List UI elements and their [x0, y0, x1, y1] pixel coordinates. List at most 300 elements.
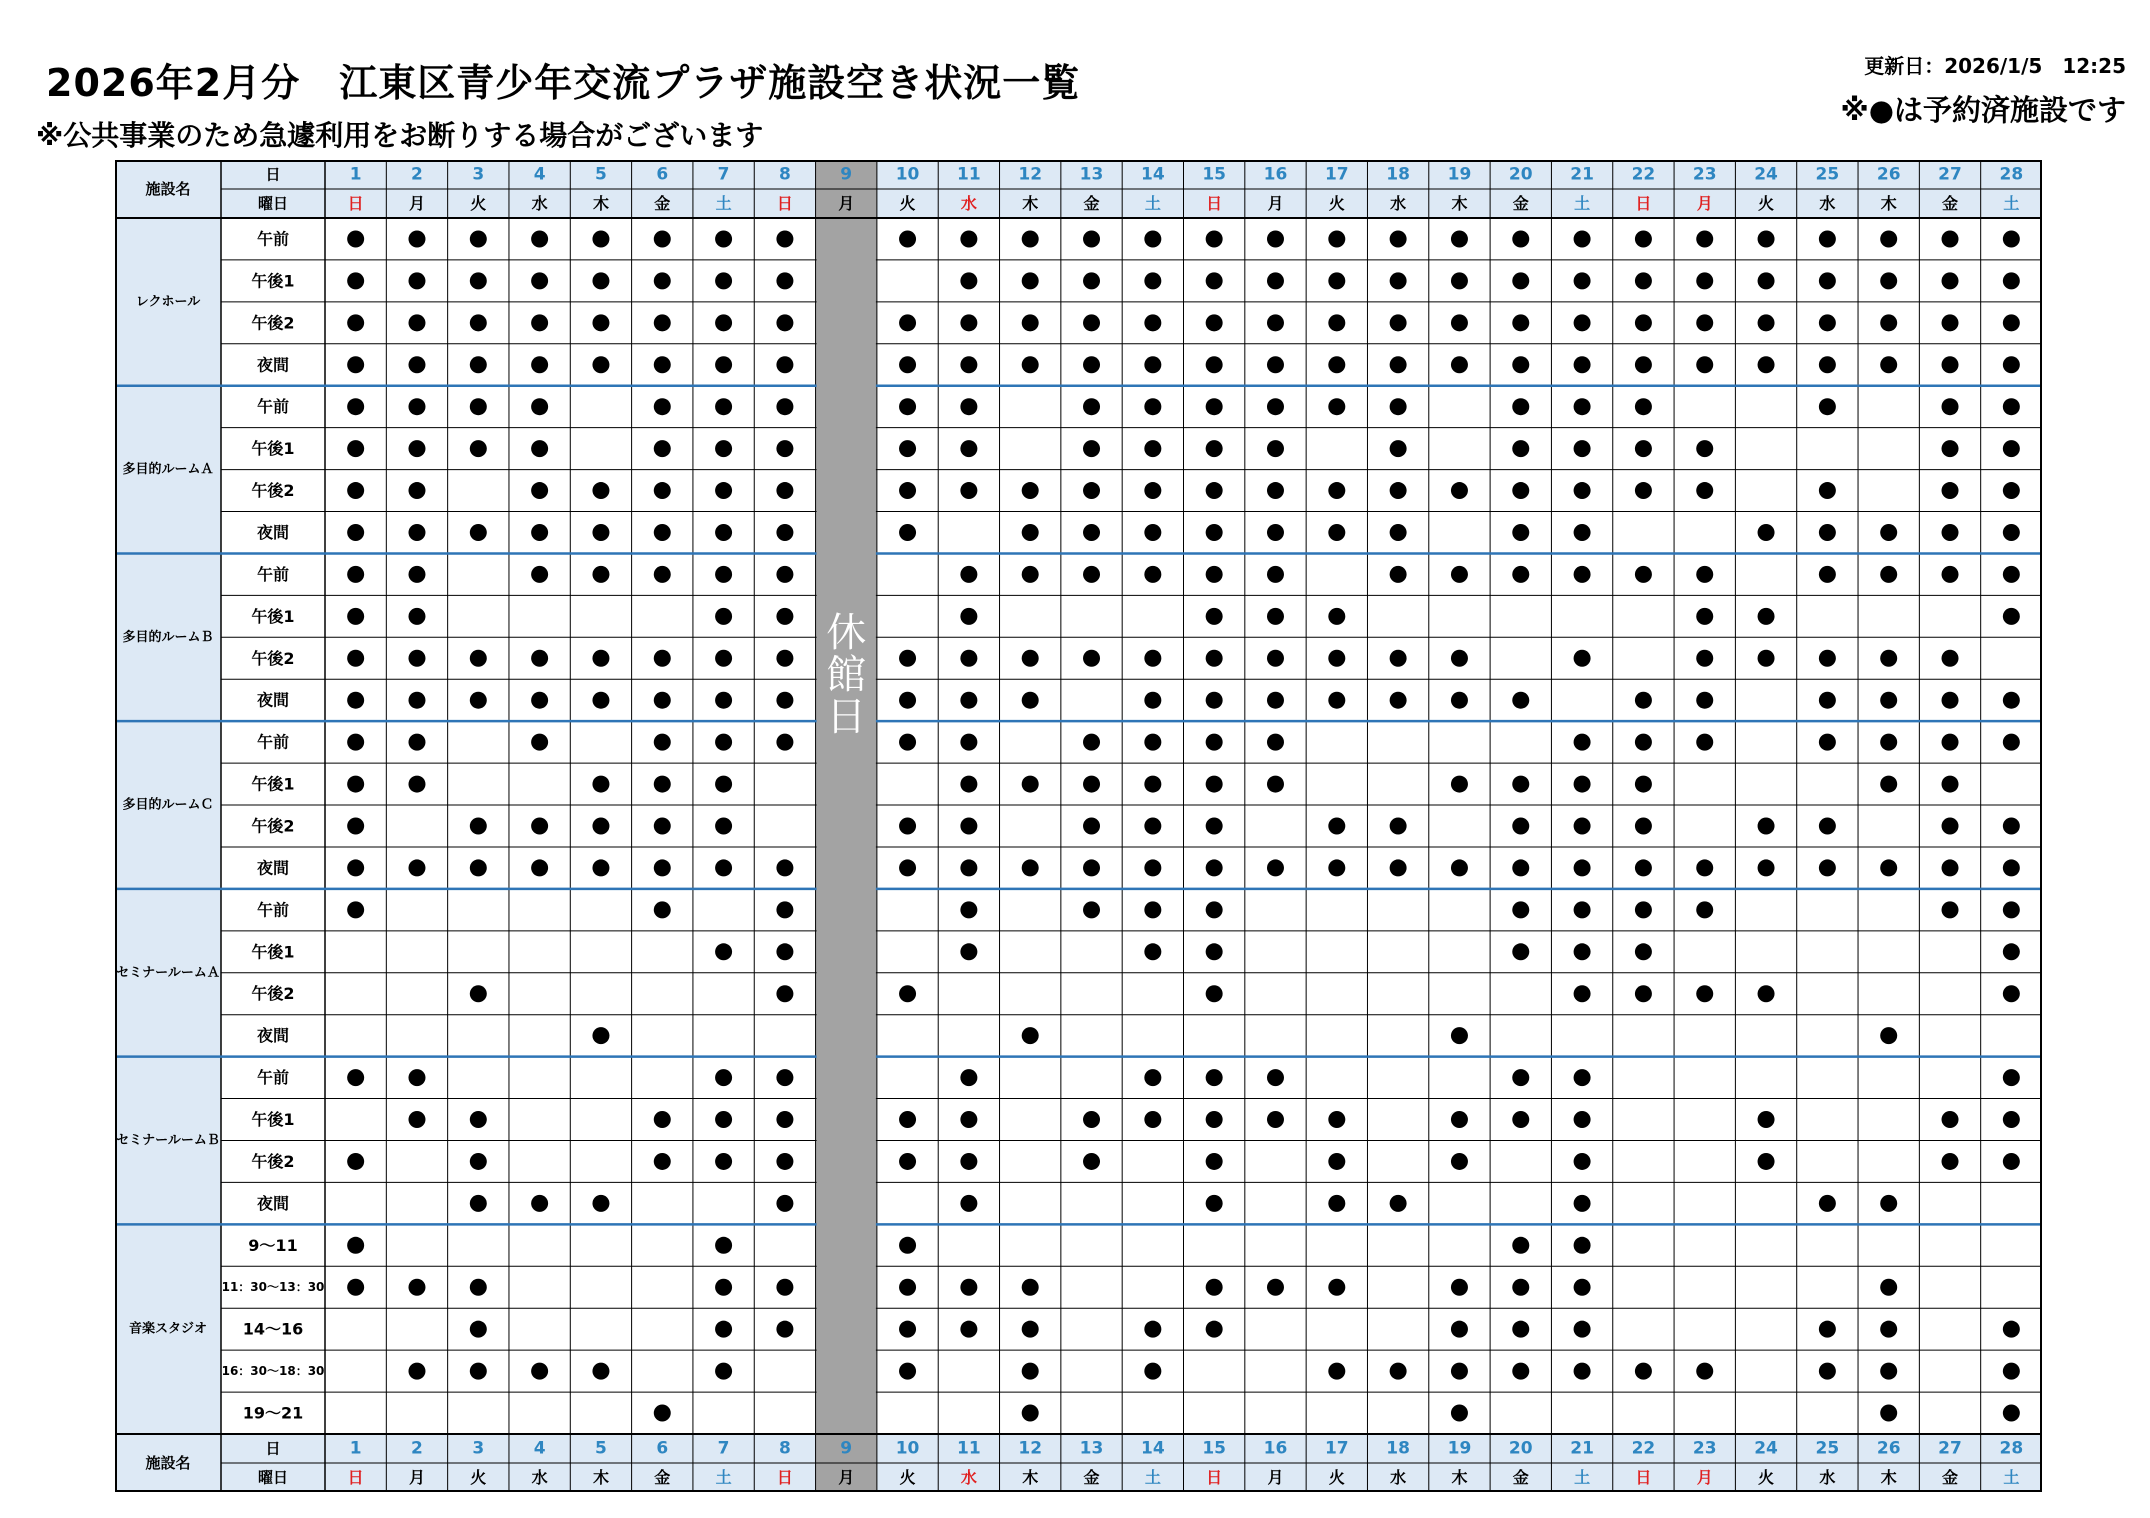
- booked-mark: [1328, 1279, 1345, 1296]
- booked-mark: [408, 482, 425, 499]
- booked-mark: [1880, 776, 1897, 793]
- booked-mark: [408, 650, 425, 667]
- booked-mark: [408, 230, 425, 247]
- booked-mark: [1206, 1111, 1223, 1128]
- top-weekday-24: 火: [1758, 194, 1775, 213]
- facility-name: 多目的ルームＡ: [122, 462, 214, 478]
- booked-mark: [470, 1195, 487, 1212]
- booked-mark: [1206, 398, 1223, 415]
- booked-mark: [1512, 1237, 1529, 1254]
- booked-mark: [408, 692, 425, 709]
- booked-mark: [1390, 440, 1407, 457]
- booked-mark: [899, 650, 916, 667]
- booked-mark: [1328, 314, 1345, 331]
- booked-mark: [654, 1405, 671, 1422]
- booked-mark: [960, 692, 977, 709]
- booked-mark: [1328, 1363, 1345, 1380]
- booked-mark: [1328, 524, 1345, 541]
- booked-mark: [776, 1111, 793, 1128]
- booked-mark: [2003, 482, 2020, 499]
- booked-mark: [1512, 1279, 1529, 1296]
- bottom-weekday-2: 月: [408, 1468, 425, 1487]
- booked-mark: [1635, 314, 1652, 331]
- booked-mark: [1819, 734, 1836, 751]
- booked-mark: [1328, 1111, 1345, 1128]
- booked-mark: [1022, 314, 1039, 331]
- slot-label: 夜間: [256, 858, 290, 878]
- top-weekday-8: 日: [776, 194, 793, 213]
- top-weekday-5: 木: [592, 194, 609, 213]
- booked-mark: [1880, 650, 1897, 667]
- booked-mark: [899, 356, 916, 373]
- booked-mark: [1758, 818, 1775, 835]
- bottom-weekday-28: 土: [2003, 1468, 2020, 1487]
- booked-mark: [592, 356, 609, 373]
- bottom-day-label: 日: [265, 1439, 281, 1458]
- booked-mark: [1144, 314, 1161, 331]
- booked-mark: [654, 314, 671, 331]
- top-day-2: 2: [411, 164, 423, 185]
- booked-mark: [1512, 482, 1529, 499]
- booked-mark: [715, 356, 732, 373]
- booked-mark: [592, 566, 609, 583]
- booked-mark: [1880, 356, 1897, 373]
- booked-mark: [715, 818, 732, 835]
- booked-mark: [1574, 1279, 1591, 1296]
- booked-mark: [1267, 776, 1284, 793]
- top-day-25: 25: [1815, 164, 1840, 185]
- booked-mark: [1880, 734, 1897, 751]
- top-day-5: 5: [595, 164, 607, 185]
- booked-mark: [1696, 356, 1713, 373]
- booked-mark: [1819, 650, 1836, 667]
- bottom-day-24: 24: [1754, 1438, 1778, 1459]
- facility-name: レクホール: [135, 294, 201, 310]
- booked-mark: [1451, 1279, 1468, 1296]
- booked-mark: [1819, 314, 1836, 331]
- booked-mark: [1328, 272, 1345, 289]
- top-day-17: 17: [1324, 164, 1349, 185]
- slot-label: 11：30～13：30: [221, 1280, 325, 1295]
- booked-mark: [1880, 1279, 1897, 1296]
- booked-mark: [1635, 566, 1652, 583]
- booked-mark: [470, 859, 487, 876]
- booked-mark: [1206, 1069, 1223, 1086]
- booked-mark: [960, 1279, 977, 1296]
- booked-mark: [1880, 314, 1897, 331]
- booked-mark: [776, 230, 793, 247]
- booked-mark: [408, 1363, 425, 1380]
- booked-mark: [347, 1153, 364, 1170]
- booked-mark: [470, 440, 487, 457]
- booked-mark: [1512, 943, 1529, 960]
- booked-mark: [1267, 230, 1284, 247]
- top-day-12: 12: [1018, 164, 1043, 185]
- booked-mark: [654, 398, 671, 415]
- booked-mark: [1574, 1237, 1591, 1254]
- booked-mark: [1267, 734, 1284, 751]
- top-day-18: 18: [1386, 164, 1410, 185]
- booked-mark: [2003, 356, 2020, 373]
- booked-mark: [1942, 1111, 1959, 1128]
- bottom-weekday-9: 月: [838, 1468, 855, 1487]
- bottom-weekday-1: 日: [347, 1468, 364, 1487]
- bottom-weekday-23: 月: [1696, 1468, 1713, 1487]
- booked-mark: [1512, 1321, 1529, 1338]
- booked-mark: [1083, 314, 1100, 331]
- booked-mark: [592, 859, 609, 876]
- bottom-day-27: 27: [1938, 1438, 1962, 1459]
- booked-mark: [715, 859, 732, 876]
- booked-mark: [1819, 859, 1836, 876]
- bottom-weekday-27: 金: [1942, 1468, 1959, 1487]
- bottom-day-18: 18: [1386, 1438, 1410, 1459]
- booked-mark: [470, 398, 487, 415]
- booked-mark: [1390, 230, 1407, 247]
- booked-mark: [1083, 272, 1100, 289]
- booked-mark: [1696, 608, 1713, 625]
- booked-mark: [1819, 398, 1836, 415]
- booked-mark: [1942, 482, 1959, 499]
- bottom-day-10: 10: [895, 1438, 920, 1459]
- booked-mark: [408, 608, 425, 625]
- booked-mark: [899, 1321, 916, 1338]
- booked-mark: [1512, 1069, 1529, 1086]
- booked-mark: [654, 734, 671, 751]
- bottom-day-6: 6: [656, 1438, 669, 1459]
- booked-mark: [1696, 272, 1713, 289]
- booked-mark: [1206, 1195, 1223, 1212]
- booked-mark: [2003, 230, 2020, 247]
- booked-mark: [1512, 901, 1529, 918]
- top-facility-label: 施設名: [145, 180, 191, 198]
- booked-mark: [776, 650, 793, 667]
- top-day-7: 7: [717, 164, 730, 185]
- booked-mark: [654, 1153, 671, 1170]
- booked-mark: [715, 1363, 732, 1380]
- booked-mark: [1022, 1027, 1039, 1044]
- top-weekday-27: 金: [1942, 194, 1959, 213]
- booked-mark: [776, 356, 793, 373]
- booked-mark: [470, 818, 487, 835]
- booked-mark: [1328, 356, 1345, 373]
- booked-mark: [408, 1279, 425, 1296]
- booked-mark: [1635, 356, 1652, 373]
- booked-mark: [1267, 692, 1284, 709]
- booked-mark: [1022, 1321, 1039, 1338]
- closed-label-char: 館: [826, 652, 867, 698]
- booked-mark: [470, 1279, 487, 1296]
- availability-table: [115, 160, 2042, 1492]
- bottom-weekday-26: 木: [1880, 1468, 1897, 1487]
- booked-mark: [654, 859, 671, 876]
- booked-mark: [347, 1237, 364, 1254]
- booked-mark: [531, 440, 548, 457]
- booked-mark: [1635, 230, 1652, 247]
- booked-mark: [1267, 440, 1284, 457]
- booked-mark: [1451, 776, 1468, 793]
- bottom-day-9: 9: [840, 1438, 853, 1459]
- booked-mark: [1696, 734, 1713, 751]
- booked-mark: [1451, 1363, 1468, 1380]
- booked-mark: [960, 398, 977, 415]
- booked-mark: [1206, 356, 1223, 373]
- booked-mark: [1942, 734, 1959, 751]
- booked-mark: [1144, 566, 1161, 583]
- bottom-day-22: 22: [1631, 1438, 1656, 1459]
- slot-label: 夜間: [256, 690, 290, 710]
- booked-mark: [1880, 272, 1897, 289]
- bottom-day-11: 11: [957, 1438, 981, 1459]
- booked-mark: [776, 314, 793, 331]
- closed-label-char: 日: [826, 694, 867, 740]
- bottom-weekday-19: 木: [1451, 1468, 1468, 1487]
- slot-label: 午後2: [251, 313, 295, 333]
- facility-column-bg: [115, 218, 221, 1434]
- slot-label: 夜間: [256, 522, 290, 542]
- bottom-weekday-16: 月: [1267, 1468, 1284, 1487]
- booked-mark: [1390, 1363, 1407, 1380]
- booked-mark: [1328, 398, 1345, 415]
- booked-mark: [1512, 398, 1529, 415]
- booked-mark: [776, 566, 793, 583]
- booked-mark: [2003, 1405, 2020, 1422]
- booked-mark: [592, 230, 609, 247]
- booked-mark: [1942, 901, 1959, 918]
- booked-mark: [1880, 1321, 1897, 1338]
- top-weekday-22: 日: [1635, 194, 1652, 213]
- booked-mark: [1574, 859, 1591, 876]
- booked-mark: [1574, 398, 1591, 415]
- bottom-weekday-24: 火: [1758, 1468, 1775, 1487]
- booked-mark: [1574, 230, 1591, 247]
- booked-mark: [1942, 230, 1959, 247]
- booked-mark: [1206, 272, 1223, 289]
- booked-mark: [1328, 650, 1345, 667]
- booked-mark: [2003, 734, 2020, 751]
- booked-mark: [715, 692, 732, 709]
- booked-mark: [1635, 985, 1652, 1002]
- booked-mark: [1880, 1195, 1897, 1212]
- bottom-day-26: 26: [1876, 1438, 1901, 1459]
- booked-mark: [1696, 650, 1713, 667]
- slot-label: 午後1: [251, 606, 295, 626]
- bottom-weekday-12: 木: [1022, 1468, 1039, 1487]
- top-weekday-28: 土: [2003, 194, 2020, 213]
- bottom-day-15: 15: [1202, 1438, 1226, 1459]
- booked-mark: [1696, 314, 1713, 331]
- booked-mark: [1083, 650, 1100, 667]
- booked-mark: [1451, 1111, 1468, 1128]
- booked-mark: [1206, 1153, 1223, 1170]
- booked-mark: [1635, 398, 1652, 415]
- booked-mark: [1022, 566, 1039, 583]
- top-weekday-23: 月: [1696, 194, 1713, 213]
- bottom-weekday-label: 曜日: [257, 1468, 289, 1487]
- bottom-day-5: 5: [595, 1438, 607, 1459]
- booked-mark: [1451, 859, 1468, 876]
- booked-mark: [1574, 524, 1591, 541]
- booked-mark: [1696, 692, 1713, 709]
- booked-mark: [1758, 356, 1775, 373]
- booked-mark: [470, 356, 487, 373]
- booked-mark: [1144, 1363, 1161, 1380]
- booked-mark: [1512, 692, 1529, 709]
- booked-mark: [347, 692, 364, 709]
- bottom-day-1: 1: [349, 1438, 362, 1459]
- booked-mark: [1512, 818, 1529, 835]
- booked-mark: [1022, 859, 1039, 876]
- booked-mark: [531, 650, 548, 667]
- booked-mark: [1022, 692, 1039, 709]
- booked-mark: [715, 943, 732, 960]
- booked-mark: [347, 482, 364, 499]
- booked-mark: [408, 566, 425, 583]
- booked-mark: [1328, 1153, 1345, 1170]
- booked-mark: [960, 859, 977, 876]
- top-day-20: 20: [1508, 164, 1533, 185]
- booked-mark: [1451, 1027, 1468, 1044]
- booked-mark: [1206, 482, 1223, 499]
- top-weekday-19: 木: [1451, 194, 1468, 213]
- booked-mark: [715, 524, 732, 541]
- booked-mark: [960, 608, 977, 625]
- booked-mark: [1512, 776, 1529, 793]
- booked-mark: [2003, 859, 2020, 876]
- booked-mark: [1451, 482, 1468, 499]
- booked-mark: [470, 650, 487, 667]
- booked-mark: [592, 524, 609, 541]
- booked-mark: [715, 608, 732, 625]
- booked-mark: [1819, 1363, 1836, 1380]
- booked-mark: [899, 440, 916, 457]
- booked-mark: [531, 482, 548, 499]
- top-day-1: 1: [349, 164, 362, 185]
- booked-mark: [347, 1279, 364, 1296]
- booked-mark: [1022, 482, 1039, 499]
- booked-mark: [1328, 1195, 1345, 1212]
- booked-mark: [347, 524, 364, 541]
- booked-mark: [347, 818, 364, 835]
- booked-mark: [531, 356, 548, 373]
- booked-mark: [654, 776, 671, 793]
- booked-mark: [715, 566, 732, 583]
- booked-mark: [408, 398, 425, 415]
- booked-mark: [592, 272, 609, 289]
- booked-mark: [347, 356, 364, 373]
- top-day-23: 23: [1692, 164, 1717, 185]
- booked-mark: [347, 230, 364, 247]
- booked-mark: [1390, 650, 1407, 667]
- booked-mark: [1144, 398, 1161, 415]
- slot-label: 午後1: [251, 942, 295, 962]
- bottom-day-13: 13: [1079, 1438, 1104, 1459]
- booked-mark: [1022, 1279, 1039, 1296]
- top-day-6: 6: [656, 164, 669, 185]
- booked-mark: [347, 650, 364, 667]
- booked-mark: [1635, 818, 1652, 835]
- booked-mark: [899, 818, 916, 835]
- booked-mark: [899, 1111, 916, 1128]
- bottom-day-4: 4: [533, 1438, 546, 1459]
- booked-mark: [776, 398, 793, 415]
- booked-mark: [2003, 608, 2020, 625]
- booked-mark: [1512, 314, 1529, 331]
- booked-mark: [1144, 692, 1161, 709]
- booked-mark: [1942, 1153, 1959, 1170]
- booked-mark: [960, 356, 977, 373]
- booked-mark: [715, 776, 732, 793]
- booked-mark: [654, 1111, 671, 1128]
- bottom-weekday-10: 火: [899, 1468, 916, 1487]
- booked-mark: [1942, 776, 1959, 793]
- booked-mark: [2003, 1111, 2020, 1128]
- bottom-day-3: 3: [472, 1438, 485, 1459]
- booked-mark: [1451, 272, 1468, 289]
- booked-mark: [1574, 1069, 1591, 1086]
- bottom-weekday-18: 水: [1390, 1468, 1407, 1487]
- booked-mark: [470, 985, 487, 1002]
- top-weekday-label: 曜日: [257, 194, 289, 213]
- booked-mark: [1206, 734, 1223, 751]
- booked-mark: [1574, 1153, 1591, 1170]
- booked-mark: [2003, 566, 2020, 583]
- booked-mark: [1696, 1363, 1713, 1380]
- booked-mark: [1758, 230, 1775, 247]
- bottom-day-17: 17: [1324, 1438, 1349, 1459]
- booked-mark: [1880, 1405, 1897, 1422]
- booked-mark: [1574, 734, 1591, 751]
- booked-mark: [776, 1153, 793, 1170]
- booked-mark: [1144, 943, 1161, 960]
- table-border: [116, 161, 2041, 1491]
- booked-mark: [776, 1279, 793, 1296]
- booked-mark: [1942, 818, 1959, 835]
- slot-label: 9～11: [248, 1235, 298, 1255]
- bottom-weekday-4: 水: [531, 1468, 548, 1487]
- booked-mark: [1083, 482, 1100, 499]
- booked-mark: [1942, 440, 1959, 457]
- top-weekday-3: 火: [470, 194, 487, 213]
- booked-mark: [960, 734, 977, 751]
- booked-mark: [715, 482, 732, 499]
- slot-label: 14～16: [242, 1319, 304, 1339]
- booked-mark: [1206, 859, 1223, 876]
- booked-mark: [531, 734, 548, 751]
- booked-mark: [1267, 398, 1284, 415]
- booked-mark: [1574, 901, 1591, 918]
- booked-mark: [1696, 566, 1713, 583]
- booked-mark: [1635, 272, 1652, 289]
- booked-mark: [531, 818, 548, 835]
- booked-mark: [1512, 566, 1529, 583]
- booked-mark: [1574, 440, 1591, 457]
- booked-mark: [654, 566, 671, 583]
- top-weekday-1: 日: [347, 194, 364, 213]
- booked-mark: [776, 482, 793, 499]
- booked-mark: [1267, 272, 1284, 289]
- booked-mark: [1144, 440, 1161, 457]
- booked-mark: [776, 1195, 793, 1212]
- booked-mark: [1022, 524, 1039, 541]
- page-title: 2026年2月分 江東区青少年交流プラザ施設空き状況一覧: [46, 61, 1081, 105]
- slot-label: 午後2: [251, 648, 295, 668]
- booked-mark: [776, 272, 793, 289]
- bottom-weekday-11: 水: [960, 1468, 977, 1487]
- booked-mark: [1022, 356, 1039, 373]
- top-weekday-26: 木: [1880, 194, 1897, 213]
- booked-mark: [1390, 859, 1407, 876]
